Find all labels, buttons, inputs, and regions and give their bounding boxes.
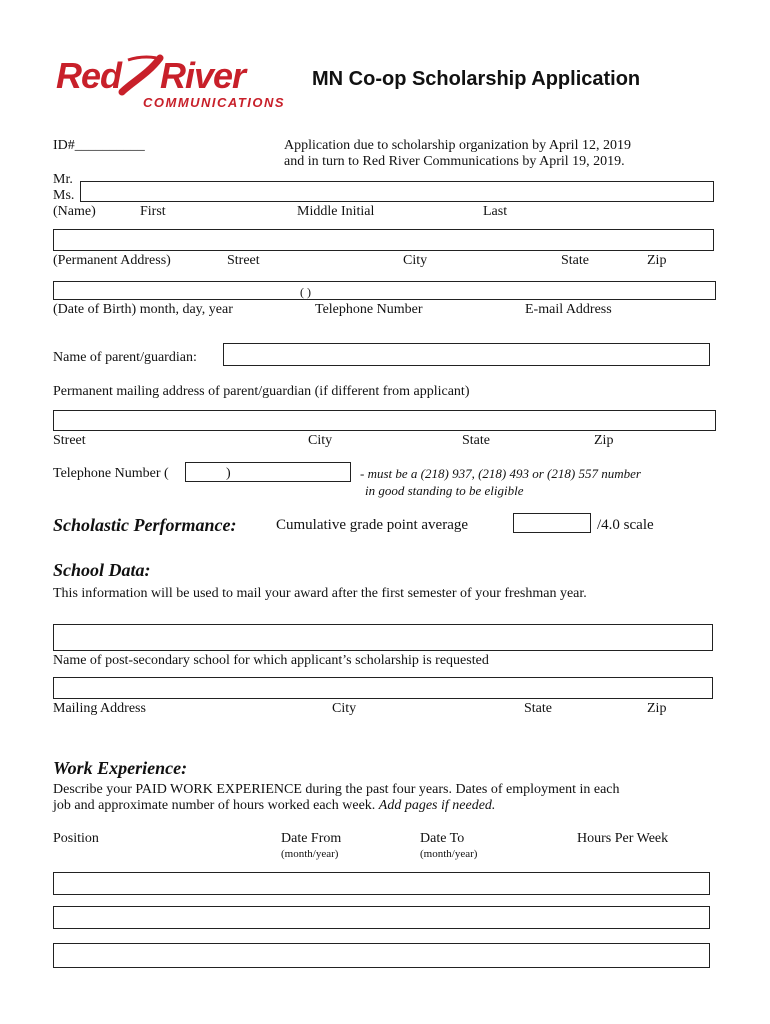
dob-phone-email-input[interactable]: [53, 281, 716, 300]
due-date-line-2: and in turn to Red River Communications by April 19, 2019.: [284, 154, 625, 169]
parent-address-input[interactable]: [53, 410, 716, 431]
work-row-2-input[interactable]: [53, 906, 710, 929]
parent-phone-label: Telephone Number (: [53, 466, 169, 481]
date-from-col-header: Date From: [281, 831, 342, 846]
school-address-input[interactable]: [53, 677, 713, 699]
city-label: City: [403, 253, 428, 268]
first-label: First: [140, 204, 166, 219]
area-code-parens: ( ): [300, 285, 311, 299]
id-field[interactable]: ID#__________: [53, 138, 145, 153]
work-experience-heading: Work Experience:: [53, 758, 188, 778]
school-info-text: This information will be used to mail your award after the first semester of your freshman year.: [53, 586, 587, 601]
school-zip-label: Zip: [647, 701, 667, 716]
dob-label: (Date of Birth) month, day, year: [53, 302, 233, 317]
parent-name-input[interactable]: [223, 343, 710, 366]
work-desc-italic: Add pages if needed.: [378, 798, 496, 813]
state-label: State: [561, 253, 589, 268]
date-to-format: (month/year): [420, 848, 478, 860]
position-col-header: Position: [53, 831, 99, 846]
gpa-scale-label: /4.0 scale: [597, 517, 654, 533]
school-name-input[interactable]: [53, 624, 713, 651]
school-city-label: City: [332, 701, 357, 716]
email-label: E-mail Address: [525, 302, 612, 317]
date-to-col-header: Date To: [420, 831, 465, 846]
logo-word-red: Red: [56, 55, 122, 96]
due-date-line-1: Application due to scholarship organization by April 12, 2019: [284, 138, 631, 153]
hours-col-header: Hours Per Week: [577, 831, 669, 846]
work-desc-line-2: [53, 799, 495, 813]
page-title: MN Co-op Scholarship Application: [312, 68, 641, 90]
permanent-address-input[interactable]: [53, 229, 714, 251]
school-name-label: Name of post-secondary school for which applicant’s scholarship is requested: [53, 653, 489, 668]
parent-street-label: Street: [53, 433, 86, 448]
work-row-3-input[interactable]: [53, 943, 710, 968]
work-row-1-input[interactable]: [53, 872, 710, 895]
ms-label: Ms.: [53, 188, 75, 203]
parent-city-label: City: [308, 433, 333, 448]
parent-phone-input[interactable]: [185, 462, 351, 482]
phone-eligibility-note-1: - must be a (218) 937, (218) 493 or (218) 557 number: [360, 466, 641, 481]
zip-label: Zip: [647, 253, 667, 268]
parent-phone-paren: ): [226, 466, 231, 481]
logo-tagline: COMMUNICATIONS: [143, 95, 286, 110]
work-desc-line-1: Describe your PAID WORK EXPERIENCE during the past four years. Dates of employment in each: [53, 782, 620, 797]
last-label: Last: [483, 204, 508, 219]
logo-swoosh-icon: [118, 52, 164, 96]
name-label: (Name): [53, 204, 96, 219]
gpa-label: Cumulative grade point average: [276, 517, 469, 533]
name-input[interactable]: [80, 181, 714, 202]
gpa-input[interactable]: [513, 513, 591, 533]
street-label: Street: [227, 253, 260, 268]
parent-zip-label: Zip: [594, 433, 614, 448]
middle-initial-label: Middle Initial: [297, 204, 375, 219]
permanent-address-label: (Permanent Address): [53, 253, 171, 268]
parent-name-label: Name of parent/guardian:: [53, 350, 197, 365]
school-state-label: State: [524, 701, 552, 716]
scholastic-heading: Scholastic Performance:: [53, 515, 237, 535]
work-desc-plain: job and approximate number of hours worked each week.: [53, 798, 376, 813]
telephone-label: Telephone Number: [315, 302, 423, 317]
school-mailing-label: Mailing Address: [53, 701, 146, 716]
school-data-heading: School Data:: [53, 560, 151, 580]
parent-mailing-label: Permanent mailing address of parent/guardian (if different from applicant): [53, 384, 470, 399]
logo-word-river: River: [160, 55, 246, 96]
phone-eligibility-note-2: in good standing to be eligible: [365, 483, 524, 498]
parent-state-label: State: [462, 433, 490, 448]
mr-label: Mr.: [53, 172, 73, 187]
date-from-format: (month/year): [281, 848, 339, 860]
